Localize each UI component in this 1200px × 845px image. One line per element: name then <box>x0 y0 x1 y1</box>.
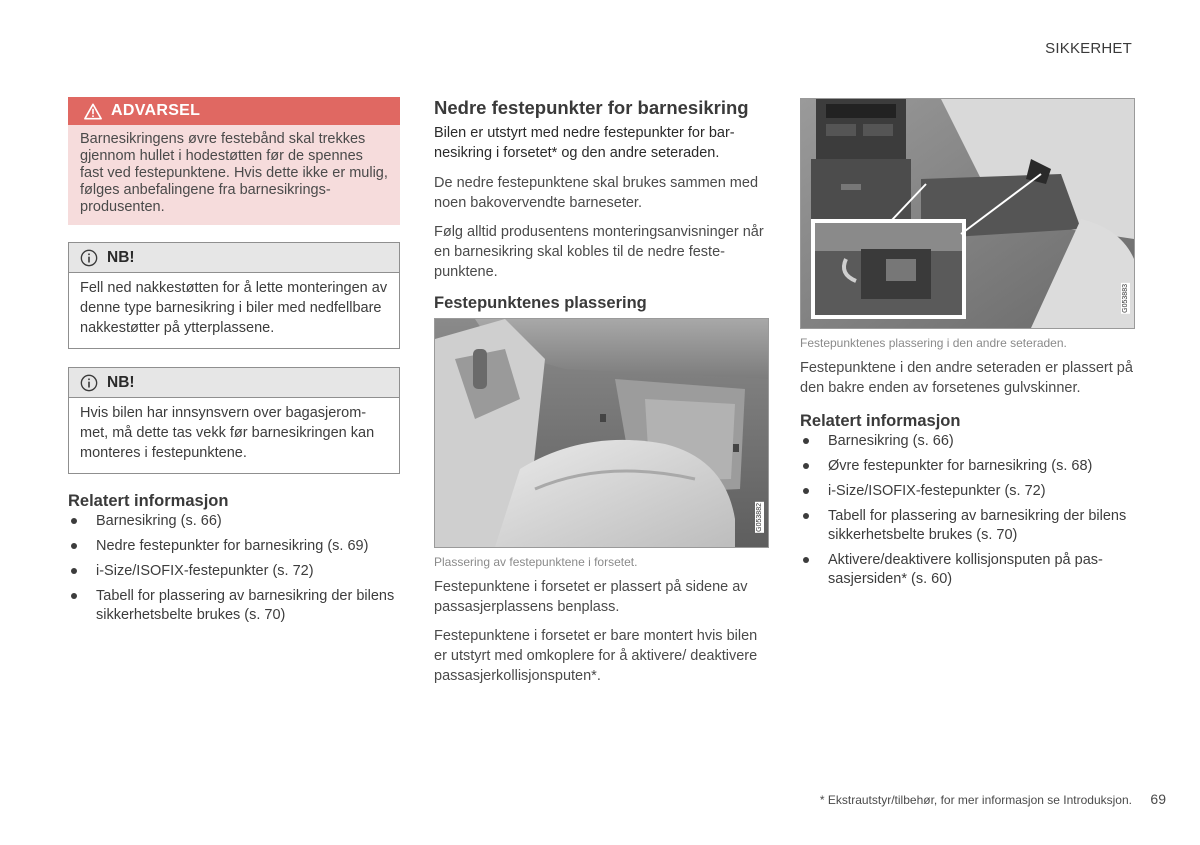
middle-column <box>434 97 768 695</box>
warning-title: ADVARSEL <box>111 102 201 119</box>
related-heading: Relatert informasjon <box>68 492 229 510</box>
rear-seat-photo <box>800 98 1135 329</box>
related-link[interactable]: Barnesikring (s. 66) <box>800 432 1134 451</box>
section-title: SIKKERHET <box>1045 40 1132 57</box>
note-box <box>68 242 400 349</box>
left-column <box>68 97 400 631</box>
body-paragraph: Festepunktene i den andre seteraden er plassert på den bakre enden av forsetenes gulvskinner. <box>800 360 1133 396</box>
related-link[interactable]: Tabell for plassering av barnesikring der bilens sikkerhetsbelte brukes (s. 70) <box>800 507 1134 545</box>
body-paragraph: Følg alltid produsentens monteringsanvisninger når en barnesikring skal kobles til de nedre festepunktene. <box>434 224 764 280</box>
note-text: Hvis bilen har innsynsvern over bagasjerommet, må dette tas vekk før barnesikringen kan monteres i festepunktene. <box>80 405 375 461</box>
lead-text: Bilen er utstyrt med nedre festepunkter for barnesikring i forsetet* og den andre seteraden. <box>434 125 735 161</box>
related-link[interactable]: i-Size/ISOFIX-festepunkter (s. 72) <box>800 482 1134 501</box>
info-icon <box>80 249 98 267</box>
related-link[interactable]: i-Size/ISOFIX-festepunkter (s. 72) <box>68 562 400 581</box>
related-link[interactable]: Nedre festepunkter for barnesikring (s. 69) <box>68 537 400 556</box>
body-paragraph: Festepunktene i forsetet er bare montert hvis bilen er utstyrt med omkoplere for å aktivere/ deaktivere passasjerkollisjonsputen*. <box>434 628 758 684</box>
front-seat-photo <box>434 318 769 548</box>
image-caption: Festepunktenes plassering i den andre seteraden. <box>800 336 1067 350</box>
warning-header <box>68 97 400 125</box>
info-icon <box>80 374 98 392</box>
related-heading: Relatert informasjon <box>800 412 961 430</box>
warning-triangle-icon <box>84 103 102 120</box>
note-title: NB! <box>107 248 135 266</box>
note-text: Fell ned nakkestøtten for å lette monteringen av denne type barnesikring i biler med nedfellbare nakkestøtter på ytterplassene. <box>80 280 388 336</box>
related-link[interactable]: Aktivere/deaktivere kollisjonsputen på passasjersiden* (s. 60) <box>800 551 1134 589</box>
body-paragraph: De nedre festepunktene skal brukes sammen med noen bakovervendte barneseter. <box>434 175 759 211</box>
note-header <box>69 368 399 398</box>
sub-heading: Festepunktenes plassering <box>434 294 647 312</box>
related-link[interactable]: Tabell for plassering av barnesikring der bilens sikkerhetsbelte brukes (s. 70) <box>68 587 400 625</box>
image-code: G053883 <box>1122 284 1129 313</box>
image-code: G053882 <box>756 503 763 532</box>
body-paragraph: Festepunktene i forsetet er plassert på sidene av passasjerplassens benplass. <box>434 579 748 615</box>
note-title: NB! <box>107 373 135 391</box>
warning-text: Barnesikringens øvre festebånd skal trekkes gjennom hullet i hodestøtten før de spennes fast ved festepunktene. Hvis dette ikke er mulig, følges anbefalingene fra barnesikringsprodusenten. <box>80 131 388 215</box>
related-link[interactable]: Barnesikring (s. 66) <box>68 512 400 531</box>
note-header <box>69 243 399 273</box>
note-box <box>68 367 400 474</box>
page-title: Nedre festepunkter for barnesikring <box>434 97 749 118</box>
related-list <box>68 512 400 625</box>
related-link[interactable]: Øvre festepunkter for barnesikring (s. 68) <box>800 457 1134 476</box>
image-caption: Plassering av festepunktene i forsetet. <box>434 555 638 569</box>
warning-box <box>68 97 400 225</box>
right-column <box>800 98 1134 595</box>
page-number: 69 <box>1150 791 1166 807</box>
related-list <box>800 432 1134 589</box>
footnote: * Ekstrautstyr/tilbehør, for mer informasjon se Introduksjon. <box>819 793 1132 807</box>
